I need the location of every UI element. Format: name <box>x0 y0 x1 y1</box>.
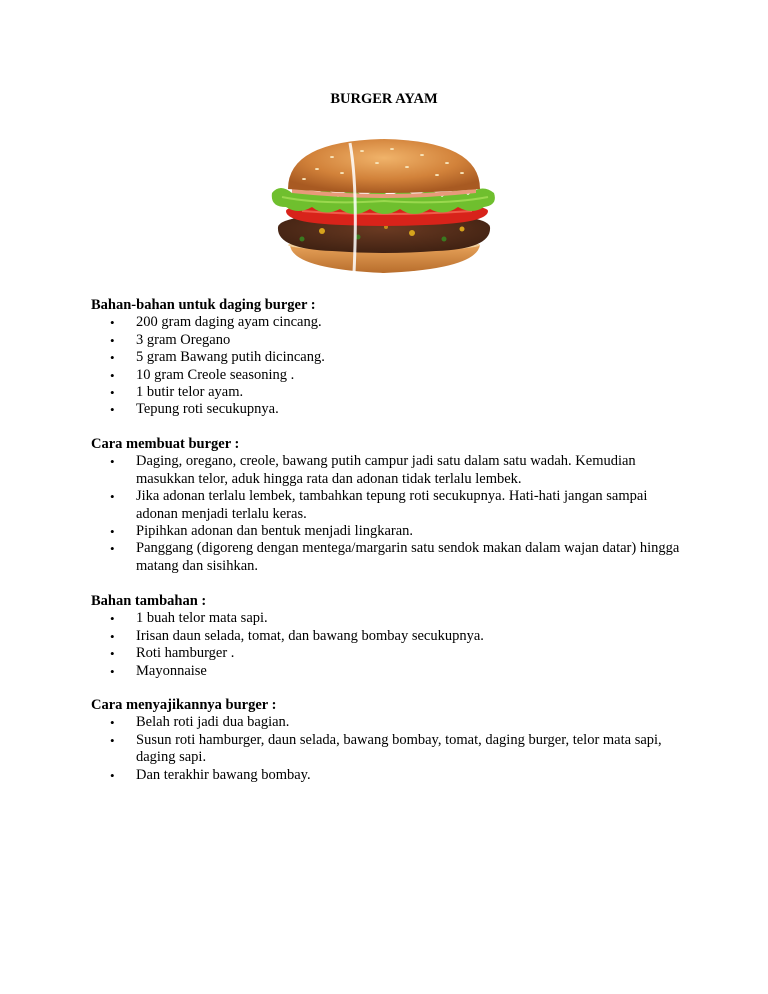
list-item-text: 10 gram Creole seasoning . <box>136 366 295 383</box>
list-item <box>91 732 691 767</box>
list-item <box>91 384 691 401</box>
bullet-icon: • <box>110 767 115 783</box>
bullet-icon: • <box>110 489 115 505</box>
list-item-text: Susun roti hamburger, daun selada, bawang bombay, tomat, daging burger, telor mata sapi, daging sapi. <box>136 731 662 766</box>
extras-list <box>91 610 691 680</box>
burger-image <box>262 127 506 285</box>
bullet-icon: • <box>110 628 115 644</box>
list-item <box>91 610 691 627</box>
bullet-icon: • <box>110 332 115 348</box>
bullet-icon: • <box>110 732 115 748</box>
bullet-icon: • <box>110 350 115 366</box>
section-heading: Cara menyajikannya burger : <box>91 697 277 713</box>
list-item-text: Tepung roti secukupnya. <box>136 401 279 418</box>
section-ingredients <box>91 297 691 419</box>
ingredient-list <box>91 314 691 418</box>
list-item <box>91 349 691 366</box>
bullet-icon: • <box>110 454 115 470</box>
page-title: BURGER AYAM <box>330 91 438 107</box>
list-item <box>91 488 691 523</box>
list-item <box>91 332 691 349</box>
list-item <box>91 453 691 488</box>
list-item-text: Mayonnaise <box>136 662 207 679</box>
bullet-icon: • <box>110 646 115 662</box>
list-item-text: Panggang (digoreng dengan mentega/margarin satu sendok makan dalam wajan datar) hingga matang dan sisihkan. <box>136 540 680 574</box>
bullet-icon: • <box>110 524 115 540</box>
list-item-text: Dan terakhir bawang bombay. <box>136 766 311 783</box>
section-method <box>91 436 691 575</box>
list-item <box>91 628 691 645</box>
list-item <box>91 663 691 680</box>
list-item-text: Jika adonan terlalu lembek, tambahkan tepung roti secukupnya. Hati-hati jangan sampai adonan menjadi terlalu keras. <box>136 488 648 522</box>
list-item <box>91 767 691 784</box>
section-heading: Bahan tambahan : <box>91 593 207 609</box>
list-item-text: Roti hamburger . <box>136 645 235 662</box>
list-item-text: 1 buah telor mata sapi. <box>136 610 268 627</box>
section-extras <box>91 593 691 680</box>
bullet-icon: • <box>110 367 115 383</box>
bullet-icon: • <box>110 663 115 679</box>
list-item <box>91 714 691 731</box>
list-item <box>91 367 691 384</box>
list-item <box>91 401 691 418</box>
bullet-icon: • <box>110 715 115 731</box>
bullet-icon: • <box>110 315 115 331</box>
list-item <box>91 523 691 540</box>
bullet-icon: • <box>110 402 115 418</box>
list-item-text: Pipihkan adonan dan bentuk menjadi lingkaran. <box>136 523 414 540</box>
list-item-text: 5 gram Bawang putih dicincang. <box>136 349 325 366</box>
list-item-text: Irisan daun selada, tomat, dan bawang bombay secukupnya. <box>136 627 484 644</box>
serving-list <box>91 714 691 784</box>
section-serving <box>91 697 691 784</box>
method-list <box>91 453 691 575</box>
list-item <box>91 314 691 331</box>
section-heading: Bahan-bahan untuk daging burger : <box>91 297 316 313</box>
list-item-text: Belah roti jadi dua bagian. <box>136 714 290 731</box>
bullet-icon: • <box>110 385 115 401</box>
section-heading: Cara membuat burger : <box>91 436 240 452</box>
list-item-text: 1 butir telor ayam. <box>136 384 244 401</box>
list-item-text: Daging, oregano, creole, bawang putih campur jadi satu dalam satu wadah. Kemudian masukkan telor, aduk hingga rata dan adonan tidak terlalu lembek. <box>136 453 636 487</box>
list-item-text: 200 gram daging ayam cincang. <box>136 314 322 331</box>
bullet-icon: • <box>110 541 115 557</box>
list-item <box>91 540 691 575</box>
list-item <box>91 645 691 662</box>
list-item-text: 3 gram Oregano <box>136 331 231 348</box>
bullet-icon: • <box>110 611 115 627</box>
